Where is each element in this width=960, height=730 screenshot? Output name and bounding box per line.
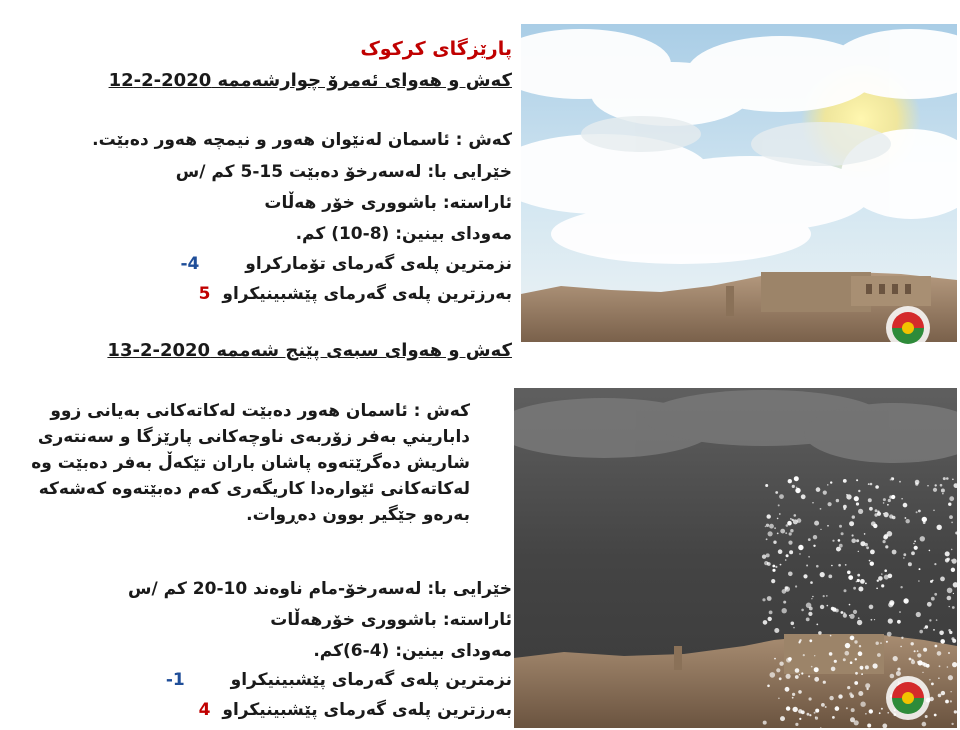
today-min-row	[180, 254, 512, 274]
today-max-label: بەرزترین پلەی گەرمای پێشبینیکراو	[222, 284, 512, 304]
tomorrow-min-value: -1	[165, 670, 185, 690]
today-line-visibility: مەودای بینین: (8-10) کم.	[295, 224, 512, 244]
today-min-value: -4	[180, 254, 200, 274]
page-title: پارێزگای کرکوک	[360, 38, 512, 60]
today-min-label: نزمترین پلەی گەرمای تۆمارکراو	[245, 254, 512, 274]
tomorrow-heading: کەش و هەوای سبەی پێنج شەممە 2020-2-13	[107, 340, 512, 361]
tomorrow-min-row	[166, 670, 512, 690]
sunny-sky-photo	[521, 24, 957, 342]
today-line-direction: ئاراستە: باشووری خۆر هەڵات	[264, 193, 512, 213]
tomorrow-line-direction: ئاراستە: باشووری خۆرهەڵات	[270, 610, 512, 630]
tomorrow-line-visibility: مەودای بینین: (4-6)کم.	[313, 641, 512, 661]
today-max-value: 5	[198, 284, 211, 304]
tomorrow-max-row	[199, 700, 512, 720]
today-heading: کەش و هەوای ئەمرۆ چوارشەممە 2020-2-12	[108, 70, 512, 91]
today-line-wind: خێرایی با: لەسەرخۆ دەبێت 15-5 کم /س	[175, 162, 512, 182]
tomorrow-max-label: بەرزترین پلەی گەرمای پێشبینیکراو	[222, 700, 512, 720]
today-line-sky: کەش : ئاسمان لەنێوان هەور و نیمچە هەور دەبێت.	[92, 130, 512, 150]
today-max-row	[199, 284, 512, 304]
meteorology-logo-bottom	[884, 674, 932, 726]
tomorrow-max-value: 4	[198, 700, 211, 720]
tomorrow-paragraph: کەش : ئاسمان هەور دەبێت لەکاتەکانی بەیانی زوو داباریني بەفر زۆربەی ناوچەکانی پارێزگا و سەنتەری شاریش دەگرێتەوە پاشان باران تێکەڵ بەفر دەبێت وە لەکاتەکانی ئێوارەدا کاریگەری کەم دەبێتەوە کەشەکە بەرەو جێگیر بوون دەڕوات.	[31, 401, 470, 525]
tomorrow-line-wind: خێرایی با: لەسەرخۆ-مام ناوەند 10-20 کم /س	[128, 579, 512, 599]
tomorrow-min-label: نزمترین پلەی گەرمای پێشبینیکراو	[230, 670, 512, 690]
meteorology-logo-top	[884, 304, 932, 356]
